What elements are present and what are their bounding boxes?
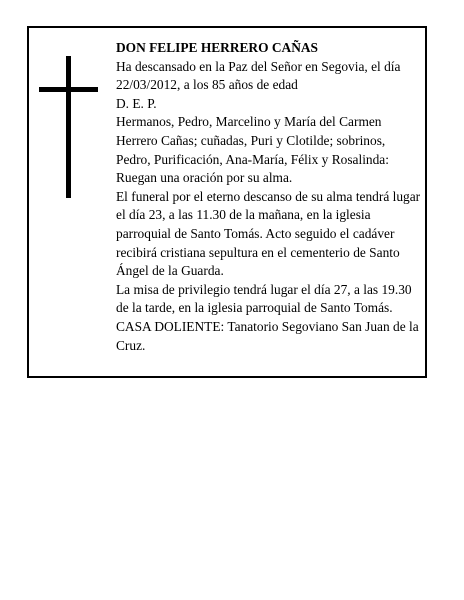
- funeral-paragraph: El funeral por el eterno descanso de su alma tendrá lugar el día 23, a las 11.30 de la mañana, en la iglesia parroquial de Santo Tomás. Acto seguido el cadáver recibirá cristiana sepultura en el cementerio de Santo Ángel de la Guarda.: [116, 188, 421, 279]
- cross-vertical-bar: [66, 56, 71, 198]
- cross-horizontal-bar: [39, 87, 98, 92]
- rip-line: D. E. P.: [116, 95, 157, 111]
- obituary-notice: [27, 26, 427, 378]
- deceased-name: DON FELIPE HERRERO CAÑAS: [116, 40, 318, 55]
- mourning-house: CASA DOLIENTE: Tanatorio Segoviano San Juan de la Cruz.: [116, 318, 419, 353]
- obituary-text: [116, 39, 423, 355]
- mass-paragraph: La misa de privilegio tendrá lugar el día 27, a las 19.30 de la tarde, en la iglesia parroquial de Santo Tomás.: [116, 281, 412, 316]
- family-paragraph: Hermanos, Pedro, Marcelino y María del Carmen Herrero Cañas; cuñadas, Puri y Clotilde; sobrinos, Pedro, Purificación, Ana-María, Félix y Rosalinda: Ruegan una oración por su alma.: [116, 114, 389, 186]
- cross-icon: [39, 56, 99, 198]
- death-announcement: Ha descansado en la Paz del Señor en Segovia, el día 22/03/2012, a los 85 años de edad: [116, 58, 401, 93]
